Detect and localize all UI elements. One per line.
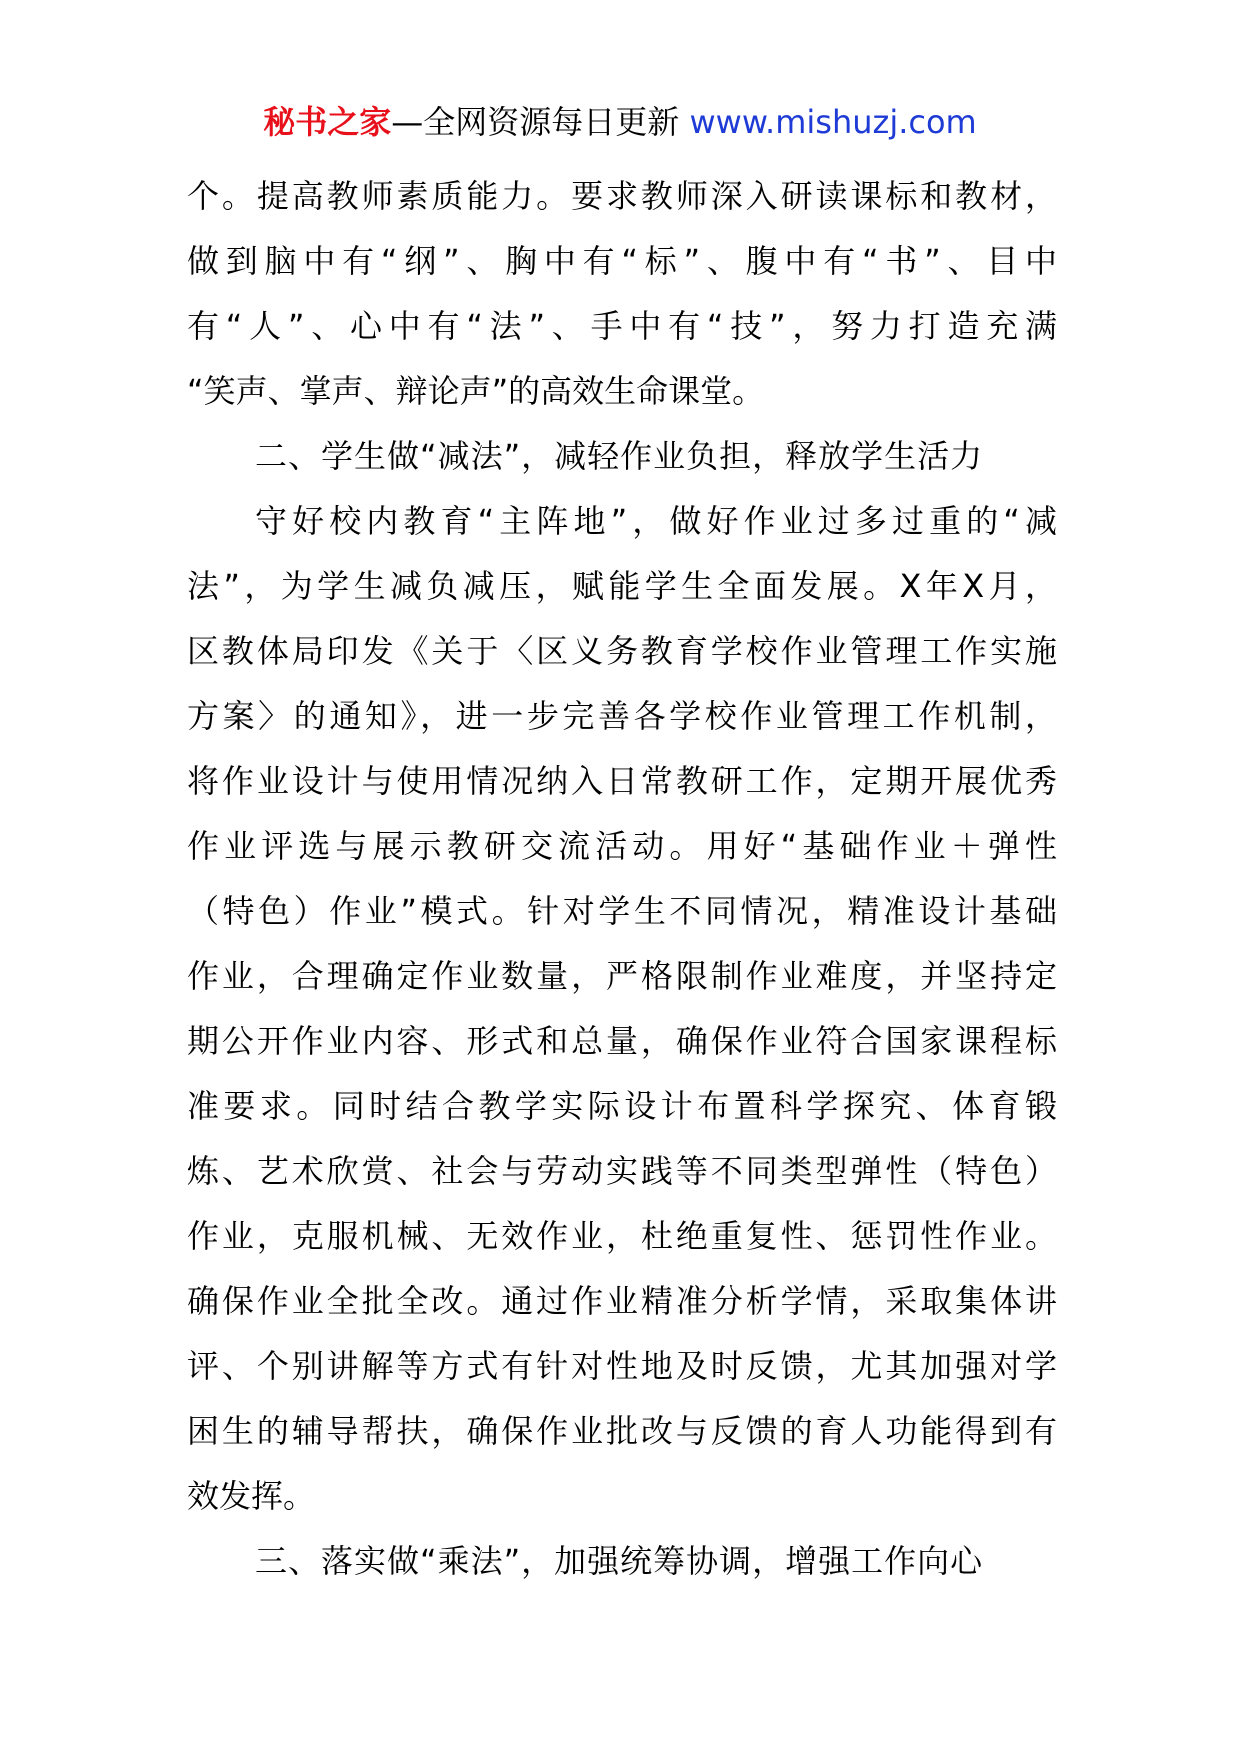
site-url: www.mishuzj.com — [689, 103, 977, 141]
section-heading-3: 三、落实做“乘法”，加强统筹协调，增强工作向心 — [255, 1542, 984, 1580]
document-body — [187, 164, 1057, 1594]
text-line: 效发挥。 — [187, 1477, 316, 1515]
text-line: 困生的辅导帮扶，确保作业批改与反馈的育人功能得到有 — [187, 1412, 1057, 1450]
watermark-header — [0, 98, 1240, 146]
text-line: 方案〉的通知》，进一步完善各学校作业管理工作机制， — [187, 697, 1057, 735]
text-line: 区教体局印发《关于〈区义务教育学校作业管理工作实施 — [187, 632, 1057, 670]
text-line: 将作业设计与使用情况纳入日常教研工作，定期开展优秀 — [187, 762, 1057, 800]
text-line: （特色）作业”模式。针对学生不同情况，精准设计基础 — [187, 892, 1057, 930]
text-line: 作业评选与展示教研交流活动。用好“基础作业＋弹性 — [187, 827, 1057, 865]
text-line: 作业，合理确定作业数量，严格限制作业难度，并坚持定 — [187, 957, 1057, 995]
text-line: 准要求。同时结合教学实际设计布置科学探究、体育锻 — [187, 1087, 1057, 1125]
text-line: 作业，克服机械、无效作业，杜绝重复性、惩罚性作业。 — [187, 1217, 1057, 1255]
text-line: 炼、艺术欣赏、社会与劳动实践等不同类型弹性（特色） — [187, 1152, 1057, 1190]
text-line: “笑声、掌声、辩论声”的高效生命课堂。 — [187, 372, 765, 410]
text-line: 个。提高教师素质能力。要求教师深入研读课标和教材， — [187, 177, 1057, 215]
brand-name: 秘书之家 — [263, 103, 392, 141]
text-line: 有“人”、心中有“法”、手中有“技”，努力打造充满 — [187, 307, 1057, 345]
section-heading-2: 二、学生做“减法”，减轻作业负担，释放学生活力 — [255, 437, 984, 475]
paragraph-first-line: 守好校内教育“主阵地”，做好作业过多过重的“减 — [255, 502, 1057, 540]
text-line: 期公开作业内容、形式和总量，确保作业符合国家课程标 — [187, 1022, 1057, 1060]
text-line: 评、个别讲解等方式有针对性地及时反馈，尤其加强对学 — [187, 1347, 1057, 1385]
header-tagline: —全网资源每日更新 — [391, 103, 680, 141]
text-line: 确保作业全批全改。通过作业精准分析学情，采取集体讲 — [187, 1282, 1057, 1320]
text-line: 做到脑中有“纲”、胸中有“标”、腹中有“书”、目中 — [187, 242, 1057, 280]
text-line: 法”，为学生减负减压，赋能学生全面发展。X年X月， — [187, 567, 1057, 605]
